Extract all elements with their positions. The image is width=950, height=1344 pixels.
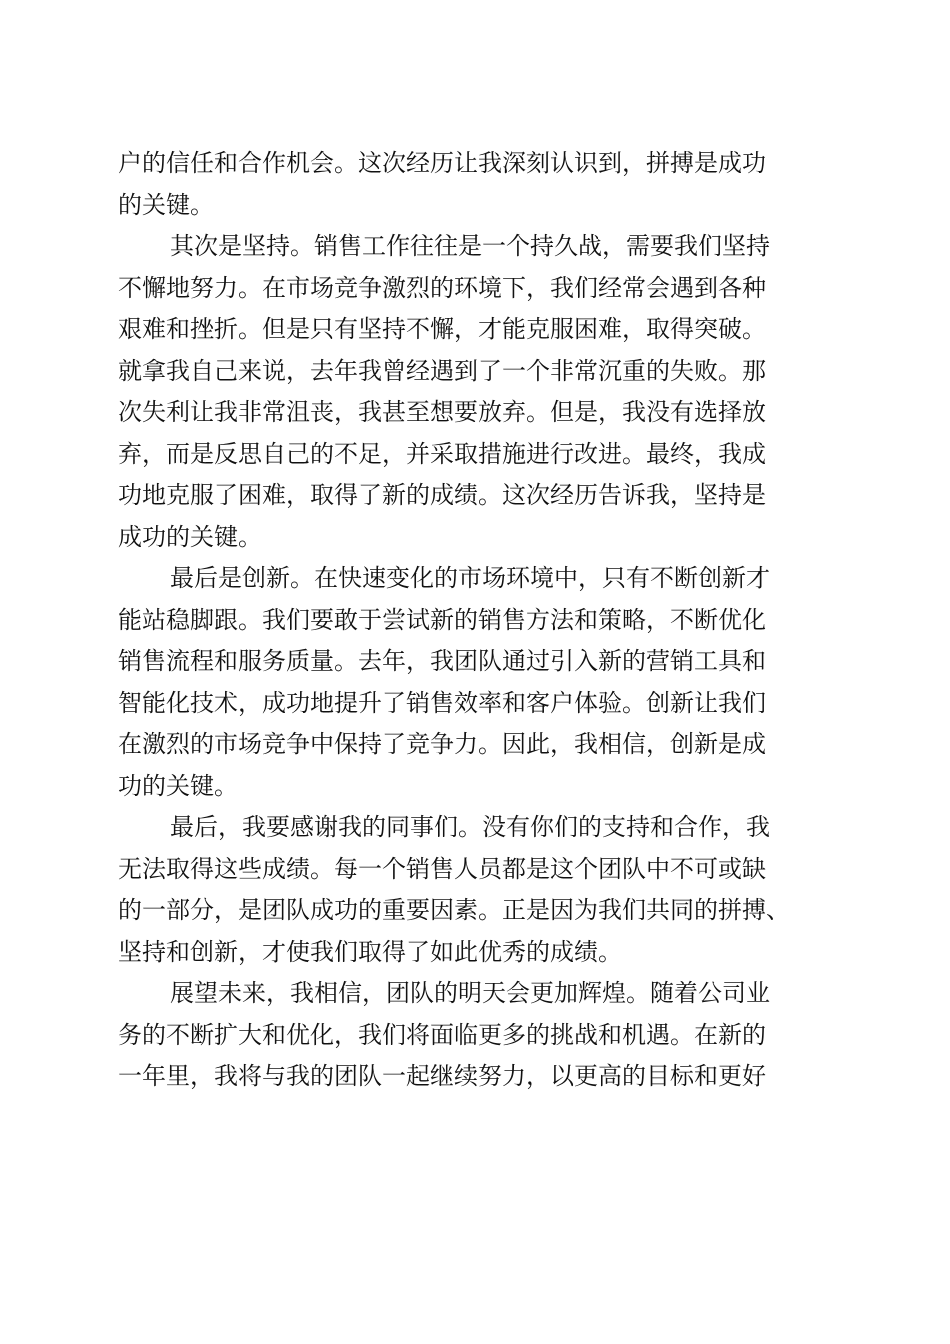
document-body [118,143,828,1098]
text-line: 功地克服了困难，取得了新的成绩。这次经历告诉我，坚持是 [118,481,766,509]
text-line: 能站稳脚跟。我们要敢于尝试新的销售方法和策略，不断优化 [118,605,766,634]
paragraph-start-line: 最后是创新。在快速变化的市场环境中，只有不断创新才 [170,564,770,592]
text-line: 的关键。 [118,190,214,219]
text-line: 无法取得这些成绩。每一个销售人员都是这个团队中不可或缺 [118,854,766,883]
paragraph-start-line: 其次是坚持。销售工作往往是一个持久战，需要我们坚持 [170,232,770,260]
paragraph-start-line: 展望未来，我相信，团队的明天会更加辉煌。随着公司业 [170,979,770,1007]
text-line: 户的信任和合作机会。这次经历让我深刻认识到，拼搏是成功 [118,149,766,177]
text-line: 次失利让我非常沮丧，我甚至想要放弃。但是，我没有选择放 [118,398,766,426]
text-line: 弃，而是反思自己的不足，并采取措施进行改进。最终，我成 [118,439,766,468]
text-line: 不懈地努力。在市场竞争激烈的环境下，我们经常会遇到各种 [118,273,766,302]
paragraph-start-line: 最后，我要感谢我的同事们。没有你们的支持和合作，我 [170,813,770,841]
text-line: 在激烈的市场竞争中保持了竞争力。因此，我相信，创新是成 [118,730,766,758]
text-line: 一年里，我将与我的团队一起继续努力，以更高的目标和更好 [118,1062,766,1090]
text-line: 智能化技术，成功地提升了销售效率和客户体验。创新让我们 [118,688,766,717]
text-line: 销售流程和服务质量。去年，我团队通过引入新的营销工具和 [118,647,766,675]
text-line: 艰难和挫折。但是只有坚持不懈，才能克服困难，取得突破。 [118,315,766,343]
text-line: 务的不断扩大和优化，我们将面临更多的挑战和机遇。在新的 [118,1020,766,1049]
text-line: 的一部分，是团队成功的重要因素。正是因为我们共同的拼搏、 [118,896,790,924]
text-line: 就拿我自己来说，去年我曾经遇到了一个非常沉重的失败。那 [118,356,766,385]
text-line: 坚持和创新，才使我们取得了如此优秀的成绩。 [118,937,622,966]
text-line: 成功的关键。 [118,522,262,551]
text-line: 功的关键。 [118,771,238,800]
